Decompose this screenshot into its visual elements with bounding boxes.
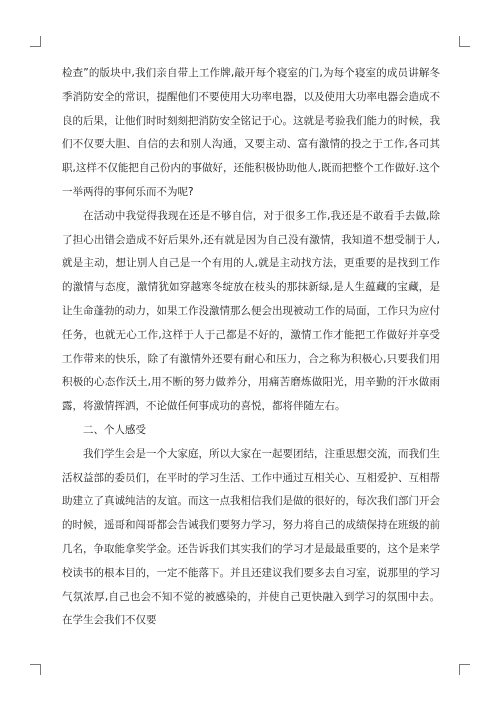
body-paragraph: 在活动中我觉得我现在还是不够自信，对于很多工作,我还是不敢看手去做,除了担心出错会造成不好后果外,还有就是因为自己没有激情，我知道不想受制于人,就是主动，想让别人自己是一个有用的人,就是主动找方法，更重要的是找到工作的激情与态度，激情犹如穿越寒冬绽放在枝头的那抹新绿,是人生蕴藏的宝藏，是让生命蓬勃的动力，如果工作没激情那么便会出现被动工作的局面，工作只为应付任务，也就无心工作,这样于人于己都是不好的，激情工作才能把工作做好并享受工作带来的快乐，除了有激情外还要有耐心和压力，合之称为积极心,只要我们用积极的心态作沃土,用不断的努力做养分，用痛苦磨炼做阳光，用辛勤的汗水做雨露，将激情挥洒，不论做任何事成功的喜悦，都将伴随左右。 — [62, 209, 440, 413]
body-paragraph: 检查”的版块中,我们亲自带上工作牌,敲开每个寝室的门,为每个寝室的成员讲解冬季消防安全的常识，提醒他们不要使用大功率电器，以及使用大功率电器会造成不良的后果，让他们时时刻刻把消防安全铭记于心。这就是考验我们能力的时候，我们不仅要大胆、自信的去和别人沟通，又要主动、富有激情的投之于工作,各司其职,这样不仅能把自己份内的事做好，还能积极协助他人,既而把整个工作做好.这个一举两得的事何乐而不为呢? — [62, 67, 440, 198]
crop-mark-bottom-left — [30, 664, 41, 675]
body-paragraph: 我们学生会是一个大家庭，所以大家在一起要团结，注重思想交流，而我们生活权益部的委员们，在平时的学习生活、工作中通过互相关心、互相爱护、互相帮助建立了真诚纯洁的友谊。而这一点我相信我们是做的很好的，每次我们部门开会的时候，遥哥和闯哥都会告诫我们要努力学习，努力将自己的成绩保持在班级的前几名，争取能拿奖学金。还告诉我们其实我们的学习才是最最重要的，这个是来学校读书的根本目的，一定不能落下。并且还建议我们要多去自习室，说那里的学习气氛浓厚,自己也会不知不觉的被感染的，并使自己更快融入到学习的氛围中去。在学生会我们不仅要 — [62, 447, 440, 627]
crop-mark-top-left — [30, 36, 41, 47]
crop-mark-top-right — [459, 36, 470, 47]
crop-mark-bottom-right — [459, 664, 470, 675]
document-body — [62, 62, 440, 633]
section-heading: 二、个人感受 — [83, 423, 146, 436]
